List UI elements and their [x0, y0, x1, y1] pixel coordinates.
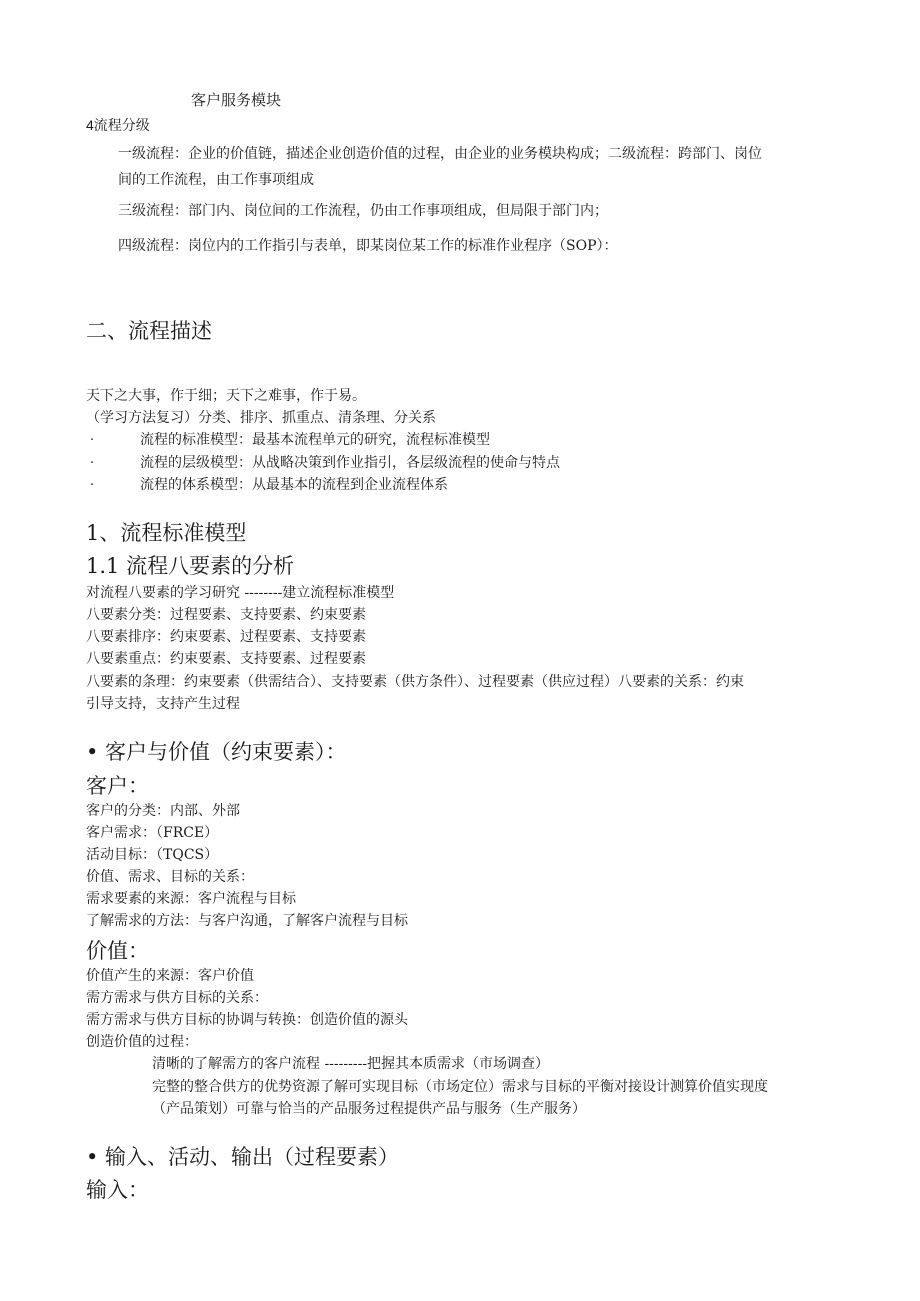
bullet-item: 流程的标准模型：最基本流程单元的研究，流程标准模型 — [140, 432, 490, 448]
model-line: 八要素的条理：约束要素（供需结合）、支持要素（供方条件）、过程要素（供应过程）八要素的关系：约束 — [86, 674, 744, 690]
customer-line: 了解需求的方法：与客户沟通，了解客户流程与目标 — [86, 913, 408, 929]
level1-line2: 间的工作流程，由工作事项组成 — [118, 172, 314, 188]
input-title: 输入： — [86, 1178, 149, 1202]
customer-line: 客户的分类：内部、外部 — [86, 803, 240, 819]
bullet-marker: · — [90, 478, 95, 493]
customer-line: 价值、需求、目标的关系： — [86, 869, 254, 885]
process-line: 清晰的了解需方的客户流程 ---------把握其本质需求（市场调查） — [152, 1056, 550, 1072]
model-line: 八要素分类：过程要素、支持要素、约束要素 — [86, 607, 366, 623]
bullet-item: 流程的体系模型：从最基本的流程到企业流程体系 — [140, 477, 448, 493]
value-line: 价值产生的来源：客户价值 — [86, 968, 254, 984]
customer-line: 客户需求：（FRCE） — [86, 825, 219, 841]
model-line: 八要素排序：约束要素、过程要素、支持要素 — [86, 629, 366, 645]
model-line: 对流程八要素的学习研究 --------建立流程标准模型 — [86, 585, 395, 601]
customer-value-heading: • 客户与价值（约束要素）： — [86, 740, 347, 764]
method-line: （学习方法复习）分类、排序、抓重点、清条理、分关系 — [86, 410, 436, 426]
model-line: 引导支持，支持产生过程 — [86, 696, 240, 712]
level3-line: 三级流程：部门内、岗位间的工作流程，仍由工作事项组成，但局限于部门内； — [118, 203, 608, 219]
bullet-marker: · — [90, 433, 95, 448]
customer-line: 需求要素的来源：客户流程与目标 — [86, 891, 296, 907]
bullet-marker: · — [90, 456, 95, 471]
value-line: 创造价值的过程： — [86, 1034, 198, 1050]
process-line: 完整的整合供方的优势资源了解可实现目标（市场定位）需求与目标的平衡对接设计测算价值实现度 — [152, 1079, 768, 1095]
model-line: 八要素重点：约束要素、支持要素、过程要素 — [86, 651, 366, 667]
model-subheading: 1.1 流程八要素的分析 — [86, 554, 295, 578]
section-title: 4流程分级 — [86, 117, 150, 133]
value-line: 需方需求与供方目标的关系： — [86, 990, 268, 1006]
part2-heading: 二、流程描述 — [86, 319, 212, 343]
model-heading: 1、流程标准模型 — [86, 521, 247, 545]
module-title: 客户服务模块 — [191, 92, 282, 109]
customer-title: 客户： — [86, 774, 149, 798]
value-line: 需方需求与供方目标的协调与转换：创造价值的源头 — [86, 1012, 408, 1028]
value-title: 价值： — [86, 939, 149, 963]
level4-line: 四级流程：岗位内的工作指引与表单，即某岗位某工作的标准作业程序（SOP）： — [118, 238, 618, 254]
io-heading: • 输入、活动、输出（过程要素） — [86, 1145, 400, 1169]
process-line: （产品策划）可靠与恰当的产品服务过程提供产品与服务（生产服务） — [152, 1101, 586, 1117]
bullet-item: 流程的层级模型：从战略决策到作业指引，各层级流程的使命与特点 — [140, 455, 560, 471]
level1-line1: 一级流程：企业的价值链，描述企业创造价值的过程，由企业的业务模块构成；二级流程：跨部门、岗位 — [118, 146, 762, 162]
quote-line: 天下之大事，作于细；天下之难事，作于易。 — [86, 388, 366, 404]
customer-line: 活动目标：（TQCS） — [86, 847, 219, 863]
